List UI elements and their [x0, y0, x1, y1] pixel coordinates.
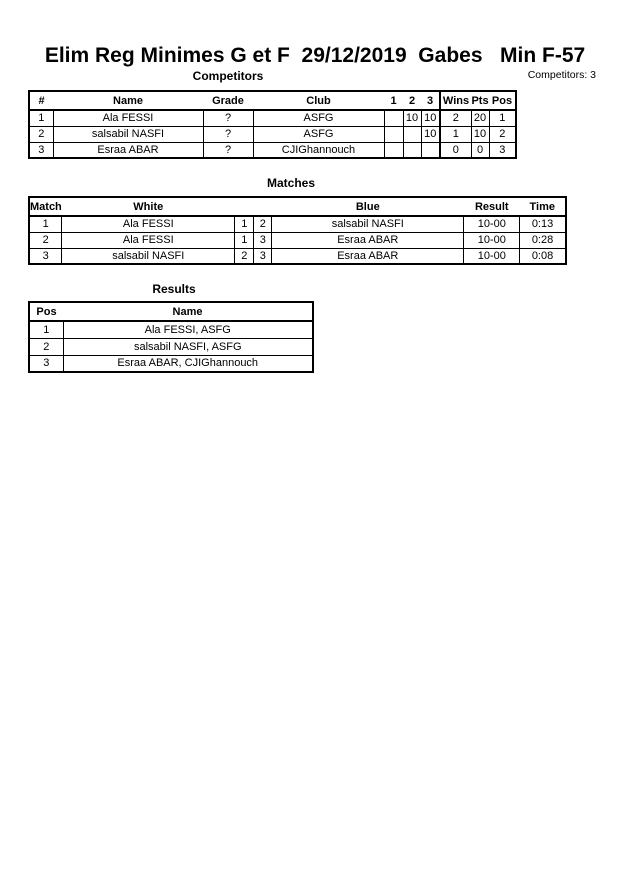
table-cell: 1 [29, 321, 63, 338]
table-cell: 3 [29, 248, 62, 264]
column-header: Blue [272, 197, 464, 216]
table-row [29, 232, 566, 248]
table-cell: Esraa ABAR [272, 232, 464, 248]
table-cell: Ala FESSI [62, 216, 235, 232]
competitors-table [28, 90, 517, 159]
matches-table [28, 196, 567, 265]
column-header: # [29, 91, 53, 110]
section-title-competitors: Competitors [192, 69, 264, 83]
table-cell: Esraa ABAR [53, 142, 203, 158]
table-cell: 2 [29, 232, 62, 248]
column-header: Pts [471, 91, 489, 110]
table-cell: 10 [421, 126, 440, 142]
table-cell: 3 [254, 248, 272, 264]
table-cell [403, 126, 421, 142]
results-table [28, 301, 314, 373]
table-cell: 1 [29, 110, 53, 126]
section-title-matches: Matches [266, 176, 316, 190]
table-cell: Esraa ABAR, CJIGhannouch [63, 355, 313, 372]
table-cell: ? [203, 110, 253, 126]
column-header: Club [253, 91, 384, 110]
table-cell: 10-00 [464, 248, 520, 264]
table-cell: CJIGhannouch [253, 142, 384, 158]
table-cell: 3 [254, 232, 272, 248]
table-cell [421, 142, 440, 158]
column-header: Name [63, 302, 313, 321]
column-header: Name [53, 91, 203, 110]
table-cell: 2 [254, 216, 272, 232]
table-row [29, 216, 566, 232]
table-cell: 1 [489, 110, 516, 126]
table-cell: 10 [421, 110, 440, 126]
table-cell: 1 [29, 216, 62, 232]
table-cell [384, 126, 403, 142]
results-header-row [29, 302, 313, 321]
table-cell: 1 [235, 232, 254, 248]
table-cell: Ala FESSI, ASFG [63, 321, 313, 338]
table-cell: 0:13 [520, 216, 566, 232]
column-header: Wins [440, 91, 471, 110]
column-header: 3 [421, 91, 440, 110]
table-cell: 3 [29, 142, 53, 158]
table-cell [403, 142, 421, 158]
table-cell: salsabil NASFI, ASFG [63, 338, 313, 355]
table-cell: 10-00 [464, 232, 520, 248]
table-cell [384, 110, 403, 126]
column-header: Time [520, 197, 566, 216]
table-cell: 2 [235, 248, 254, 264]
table-row [29, 355, 313, 372]
table-cell: 3 [29, 355, 63, 372]
table-row [29, 126, 516, 142]
table-cell: ASFG [253, 110, 384, 126]
table-cell: 10 [471, 126, 489, 142]
column-header: 1 [384, 91, 403, 110]
table-cell: ? [203, 142, 253, 158]
table-cell: 2 [29, 338, 63, 355]
table-cell: 0 [440, 142, 471, 158]
table-row [29, 110, 516, 126]
table-row [29, 248, 566, 264]
matches-header-row [29, 197, 566, 216]
table-cell: salsabil NASFI [53, 126, 203, 142]
competitors-count: Competitors: 3 [527, 69, 596, 81]
table-cell: 1 [235, 216, 254, 232]
table-cell: salsabil NASFI [62, 248, 235, 264]
section-title-results: Results [152, 282, 196, 296]
table-row [29, 142, 516, 158]
column-header: Pos [489, 91, 516, 110]
table-row [29, 321, 313, 338]
table-cell: ASFG [253, 126, 384, 142]
table-cell [384, 142, 403, 158]
column-header: Grade [203, 91, 253, 110]
column-header [235, 197, 254, 216]
page-title: Elim Reg Minimes G et F 29/12/2019 Gabes Min F-57 [44, 44, 586, 67]
table-cell: 10-00 [464, 216, 520, 232]
table-cell: Ala FESSI [62, 232, 235, 248]
table-cell: 3 [489, 142, 516, 158]
table-cell: Ala FESSI [53, 110, 203, 126]
table-cell: 0 [471, 142, 489, 158]
column-header: White [62, 197, 235, 216]
column-header: Match [29, 197, 62, 216]
column-header: 2 [403, 91, 421, 110]
table-cell: 0:28 [520, 232, 566, 248]
column-header [254, 197, 272, 216]
table-cell: 1 [440, 126, 471, 142]
table-cell: 2 [489, 126, 516, 142]
column-header: Pos [29, 302, 63, 321]
table-cell: 2 [29, 126, 53, 142]
table-cell: 10 [403, 110, 421, 126]
table-cell: 0:08 [520, 248, 566, 264]
table-cell: 20 [471, 110, 489, 126]
table-cell: salsabil NASFI [272, 216, 464, 232]
column-header: Result [464, 197, 520, 216]
table-row [29, 338, 313, 355]
table-cell: Esraa ABAR [272, 248, 464, 264]
competitors-header-row [29, 91, 516, 110]
table-cell: 2 [440, 110, 471, 126]
table-cell: ? [203, 126, 253, 142]
